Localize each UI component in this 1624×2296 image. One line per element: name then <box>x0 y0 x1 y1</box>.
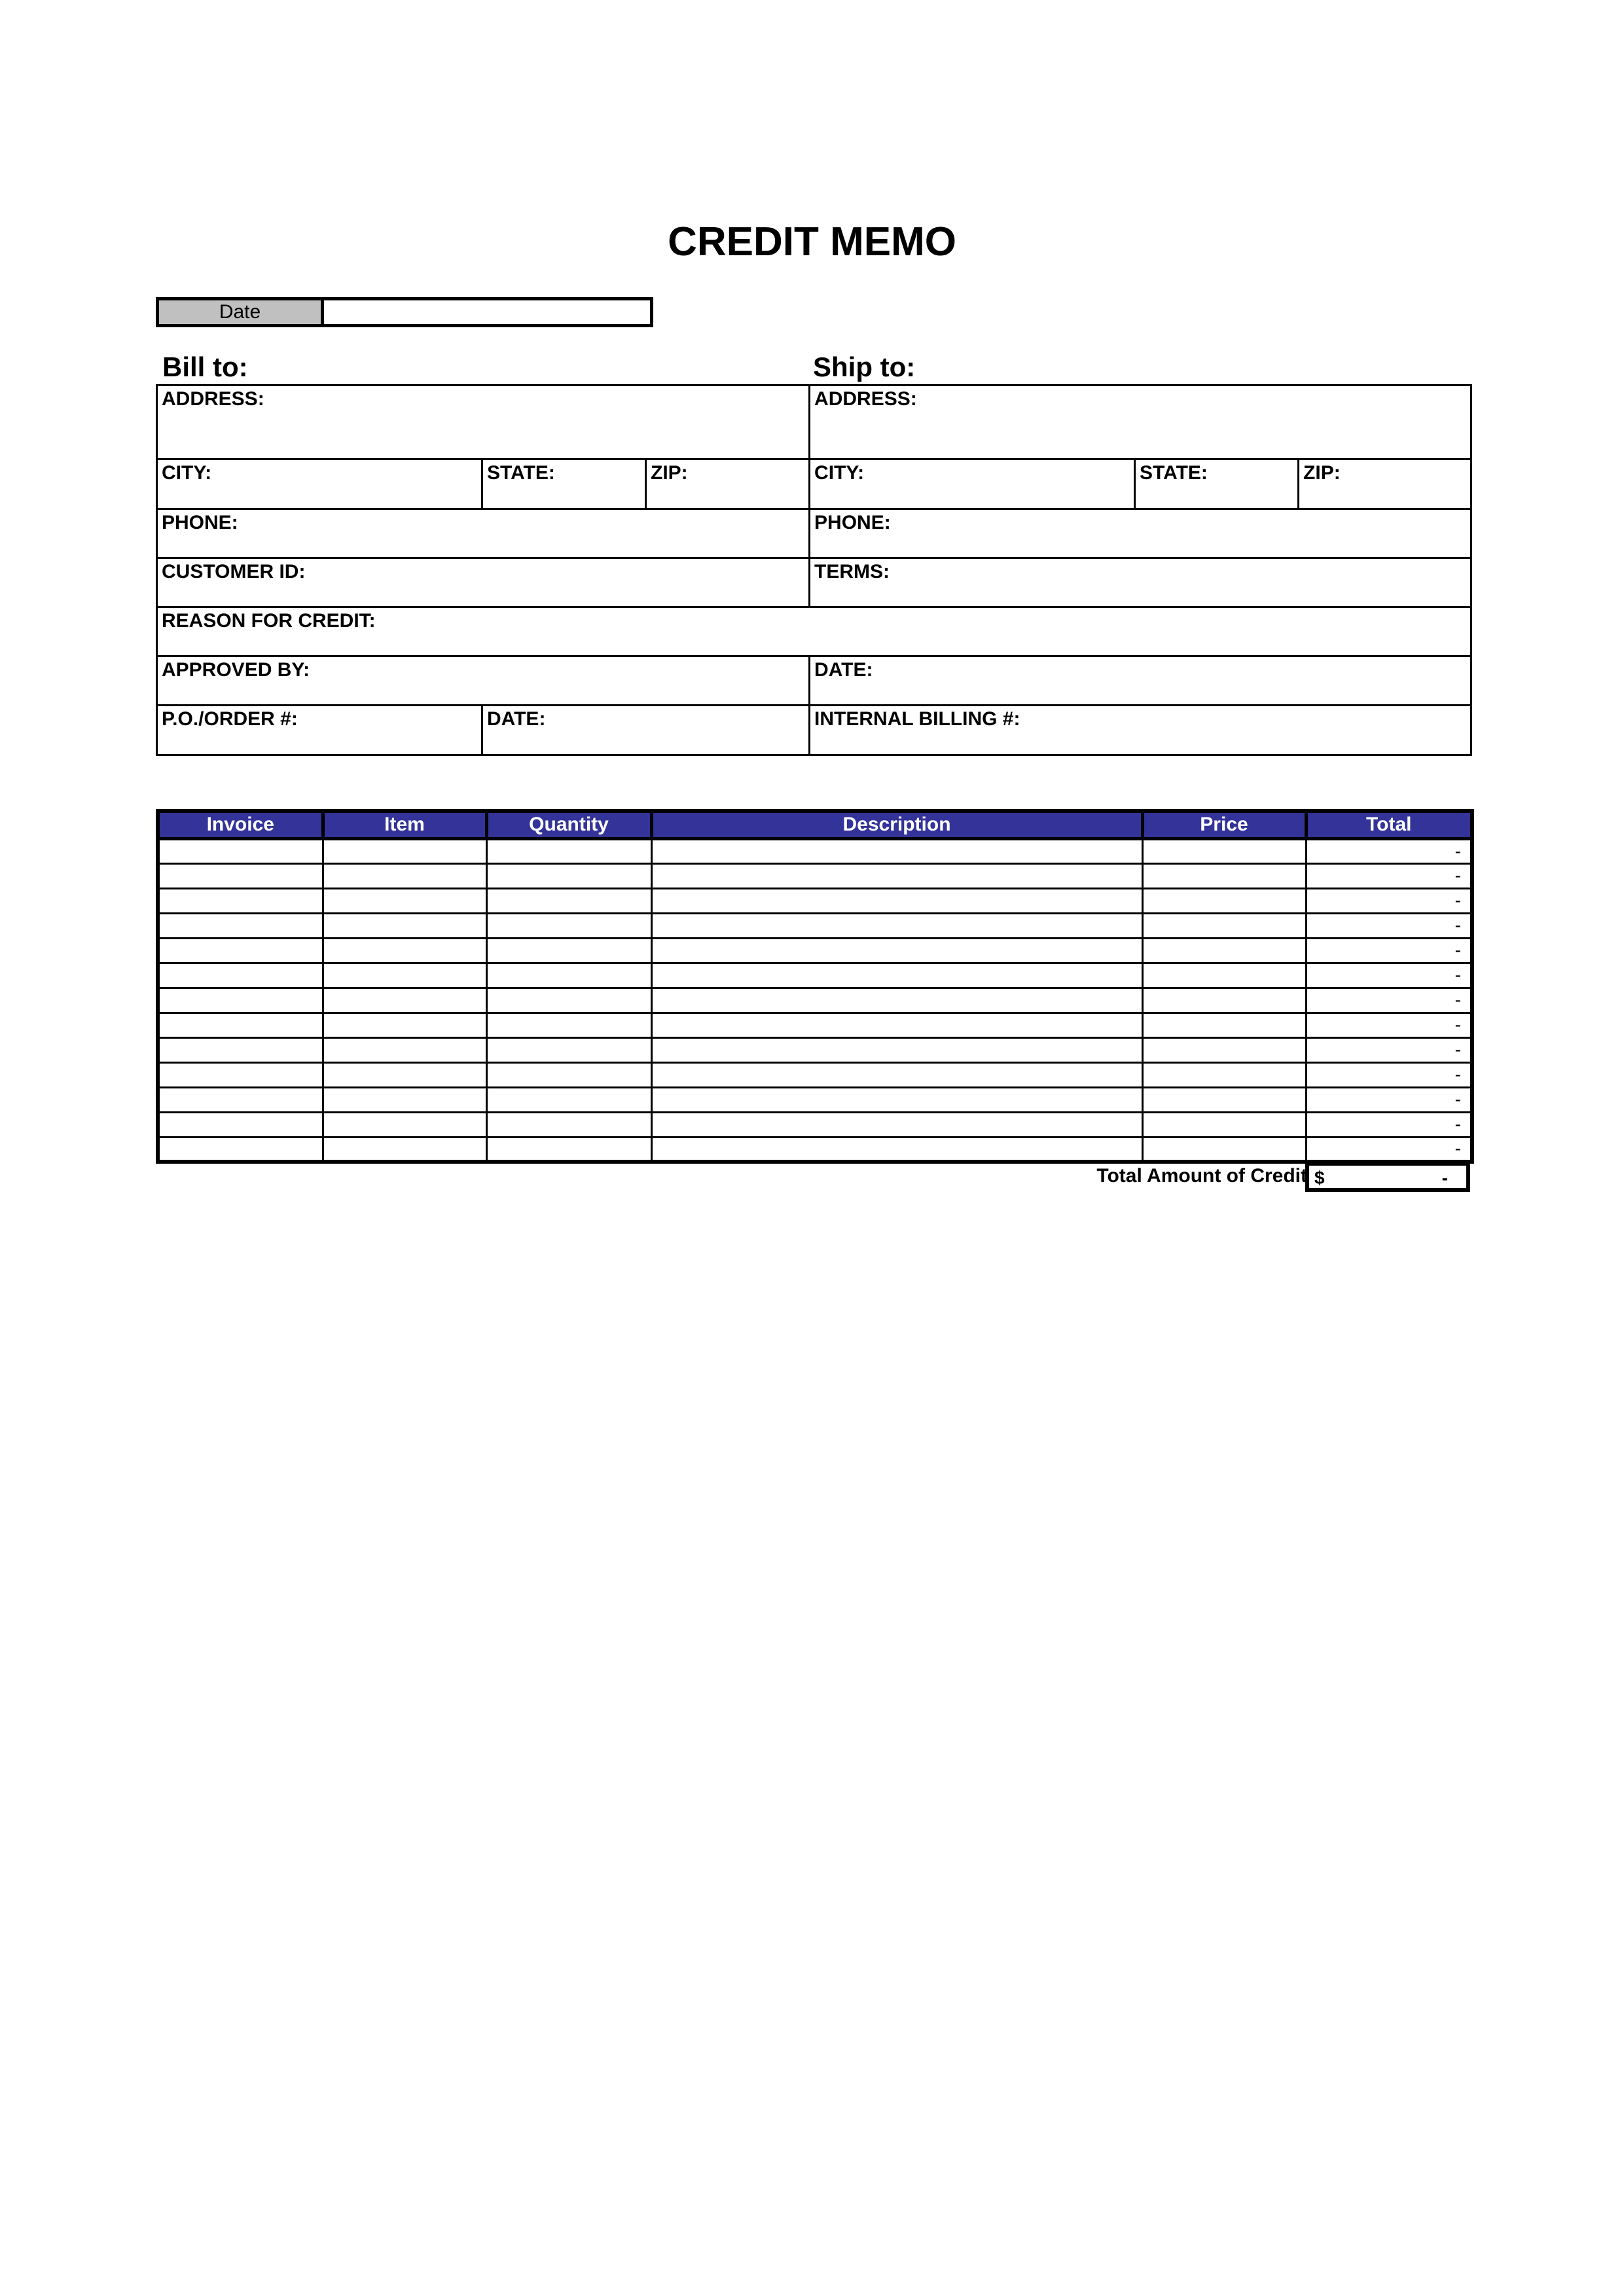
ship-city-field[interactable]: CITY: <box>810 459 1135 509</box>
price-cell[interactable] <box>1142 838 1306 863</box>
ship-zip-field[interactable]: ZIP: <box>1299 459 1471 509</box>
quantity-cell[interactable] <box>486 1137 651 1162</box>
table-row <box>158 988 1472 1013</box>
total-cell[interactable]: - <box>1306 863 1472 888</box>
price-cell[interactable] <box>1142 1037 1306 1062</box>
price-cell[interactable] <box>1142 1062 1306 1087</box>
quantity-cell[interactable] <box>486 913 651 938</box>
column-header-total: Total <box>1306 811 1472 838</box>
internal-billing-field[interactable]: INTERNAL BILLING #: <box>810 706 1471 755</box>
invoice-cell[interactable] <box>158 963 323 988</box>
reason-for-credit-field[interactable]: REASON FOR CREDIT: <box>157 607 1471 656</box>
invoice-cell[interactable] <box>158 863 323 888</box>
price-cell[interactable] <box>1142 1137 1306 1162</box>
bill-phone-field[interactable]: PHONE: <box>157 509 810 558</box>
item-cell[interactable] <box>323 1013 486 1037</box>
ship-state-field[interactable]: STATE: <box>1135 459 1299 509</box>
price-cell[interactable] <box>1142 863 1306 888</box>
total-currency: $ <box>1314 1168 1325 1188</box>
description-cell[interactable] <box>651 913 1142 938</box>
table-row <box>158 938 1472 963</box>
total-cell[interactable]: - <box>1306 988 1472 1013</box>
total-cell[interactable]: - <box>1306 1137 1472 1162</box>
quantity-cell[interactable] <box>486 838 651 863</box>
item-cell[interactable] <box>323 988 486 1013</box>
total-cell[interactable]: - <box>1306 1062 1472 1087</box>
total-cell[interactable]: - <box>1306 838 1472 863</box>
column-header-item: Item <box>323 811 486 838</box>
bill-address-field[interactable]: ADDRESS: <box>157 386 810 459</box>
ship-phone-field[interactable]: PHONE: <box>810 509 1471 558</box>
quantity-cell[interactable] <box>486 1037 651 1062</box>
po-order-field[interactable]: P.O./ORDER #: <box>157 706 482 755</box>
terms-field[interactable]: TERMS: <box>810 558 1471 607</box>
item-cell[interactable] <box>323 888 486 913</box>
total-cell[interactable]: - <box>1306 1013 1472 1037</box>
ship-address-field[interactable]: ADDRESS: <box>810 386 1471 459</box>
bill-zip-field[interactable]: ZIP: <box>646 459 810 509</box>
price-cell[interactable] <box>1142 938 1306 963</box>
description-cell[interactable] <box>651 1062 1142 1087</box>
total-cell[interactable]: - <box>1306 913 1472 938</box>
bill-city-field[interactable]: CITY: <box>157 459 482 509</box>
invoice-cell[interactable] <box>158 913 323 938</box>
approved-by-field[interactable]: APPROVED BY: <box>157 656 810 706</box>
table-row <box>158 913 1472 938</box>
description-cell[interactable] <box>651 938 1142 963</box>
bill-to-heading: Bill to: <box>162 351 248 382</box>
invoice-cell[interactable] <box>158 1112 323 1137</box>
line-items-table <box>156 809 1474 1164</box>
total-amount-label: Total Amount of Credit <box>1096 1165 1307 1187</box>
quantity-cell[interactable] <box>486 1013 651 1037</box>
price-cell[interactable] <box>1142 1087 1306 1112</box>
invoice-cell[interactable] <box>158 988 323 1013</box>
invoice-cell[interactable] <box>158 938 323 963</box>
quantity-cell[interactable] <box>486 938 651 963</box>
table-row <box>158 1062 1472 1087</box>
total-amount-box <box>1305 1162 1470 1192</box>
table-row <box>158 1013 1472 1037</box>
item-cell[interactable] <box>323 863 486 888</box>
item-cell[interactable] <box>323 1062 486 1087</box>
quantity-cell[interactable] <box>486 1112 651 1137</box>
quantity-cell[interactable] <box>486 1087 651 1112</box>
total-cell[interactable]: - <box>1306 888 1472 913</box>
approval-date-field[interactable]: DATE: <box>810 656 1471 706</box>
price-cell[interactable] <box>1142 988 1306 1013</box>
table-row <box>158 1137 1472 1162</box>
item-cell[interactable] <box>323 963 486 988</box>
table-header-row <box>158 811 1472 838</box>
column-header-quantity: Quantity <box>486 811 651 838</box>
item-cell[interactable] <box>323 1087 486 1112</box>
date-label: Date <box>159 300 324 324</box>
total-cell[interactable]: - <box>1306 938 1472 963</box>
total-amount-value: - <box>1441 1168 1448 1188</box>
table-row <box>158 863 1472 888</box>
total-cell[interactable]: - <box>1306 1037 1472 1062</box>
item-cell[interactable] <box>323 913 486 938</box>
item-cell[interactable] <box>323 838 486 863</box>
table-row <box>158 963 1472 988</box>
ship-to-heading: Ship to: <box>813 351 916 382</box>
description-cell[interactable] <box>651 963 1142 988</box>
description-cell[interactable] <box>651 1112 1142 1137</box>
table-row <box>158 1087 1472 1112</box>
quantity-cell[interactable] <box>486 888 651 913</box>
invoice-cell[interactable] <box>158 1062 323 1087</box>
item-cell[interactable] <box>323 938 486 963</box>
column-header-description: Description <box>651 811 1142 838</box>
total-cell[interactable]: - <box>1306 1087 1472 1112</box>
customer-id-field[interactable]: CUSTOMER ID: <box>157 558 810 607</box>
description-cell[interactable] <box>651 1137 1142 1162</box>
page-title: CREDIT MEMO <box>668 219 956 264</box>
invoice-cell[interactable] <box>158 838 323 863</box>
customer-info-table <box>156 384 1472 756</box>
price-cell[interactable] <box>1142 913 1306 938</box>
description-cell[interactable] <box>651 888 1142 913</box>
description-cell[interactable] <box>651 1087 1142 1112</box>
table-row <box>158 838 1472 863</box>
price-cell[interactable] <box>1142 1112 1306 1137</box>
item-cell[interactable] <box>323 1137 486 1162</box>
description-cell[interactable] <box>651 863 1142 888</box>
description-cell[interactable] <box>651 1037 1142 1062</box>
po-date-field[interactable]: DATE: <box>482 706 810 755</box>
price-cell[interactable] <box>1142 888 1306 913</box>
invoice-cell[interactable] <box>158 1013 323 1037</box>
price-cell[interactable] <box>1142 1013 1306 1037</box>
invoice-cell[interactable] <box>158 1037 323 1062</box>
invoice-cell[interactable] <box>158 888 323 913</box>
date-input[interactable] <box>324 300 650 324</box>
column-header-invoice: Invoice <box>158 811 323 838</box>
description-cell[interactable] <box>651 1013 1142 1037</box>
price-cell[interactable] <box>1142 963 1306 988</box>
invoice-cell[interactable] <box>158 1087 323 1112</box>
column-header-price: Price <box>1142 811 1306 838</box>
table-row <box>158 1112 1472 1137</box>
quantity-cell[interactable] <box>486 988 651 1013</box>
total-cell[interactable]: - <box>1306 1112 1472 1137</box>
description-cell[interactable] <box>651 988 1142 1013</box>
bill-state-field[interactable]: STATE: <box>482 459 646 509</box>
item-cell[interactable] <box>323 1112 486 1137</box>
table-row <box>158 1037 1472 1062</box>
description-cell[interactable] <box>651 838 1142 863</box>
quantity-cell[interactable] <box>486 963 651 988</box>
quantity-cell[interactable] <box>486 1062 651 1087</box>
table-row <box>158 888 1472 913</box>
total-cell[interactable]: - <box>1306 963 1472 988</box>
total-amount-row <box>156 1162 1470 1192</box>
date-field-group <box>156 297 653 327</box>
quantity-cell[interactable] <box>486 863 651 888</box>
item-cell[interactable] <box>323 1037 486 1062</box>
invoice-cell[interactable] <box>158 1137 323 1162</box>
